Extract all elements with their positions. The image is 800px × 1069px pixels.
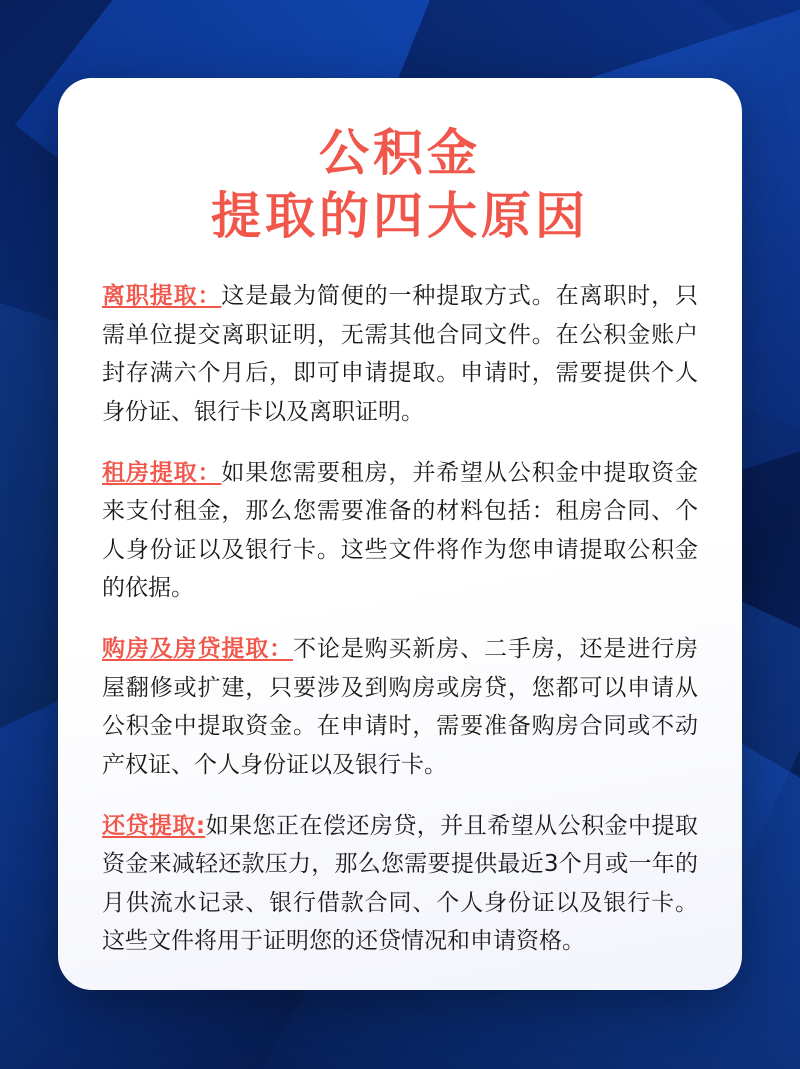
section-body: 不论是购买新房、二手房，还是进行房屋翻修或扩建，只要涉及到购房或房贷，您都可以申请从公积金中提取资金。在申请时，需要准备购房合同或不动产权证、个人身份证以及银行卡。	[102, 636, 698, 778]
section-resignation	[102, 277, 698, 432]
poster-title	[102, 122, 698, 247]
section-paragraph	[102, 630, 698, 785]
section-body: 如果您正在偿还房贷，并且希望从公积金中提取资金来减轻还款压力，那么您需要提供最近3个月或一年的月供流水记录、银行借款合同、个人身份证以及银行卡。这些文件将用于证明您的还贷情况和申请资格。	[102, 812, 699, 955]
section-label: 还贷提取:	[102, 812, 206, 839]
section-body: 如果您需要租房，并希望从公积金中提取资金来支付租金，那么您需要准备的材料包括：租房合同、个人身份证以及银行卡。这些文件将作为您申请提取公积金的依据。	[102, 459, 698, 602]
section-paragraph	[102, 454, 698, 609]
section-home-purchase	[102, 630, 698, 785]
section-body: 这是最为简便的一种提取方式。在离职时，只需单位提交离职证明，无需其他合同文件。在公积金账户封存满六个月后，即可申请提取。申请时，需要提供个人身份证、银行卡以及离职证明。	[102, 283, 698, 425]
section-paragraph	[102, 277, 698, 432]
title-line-2: 提取的四大原因	[211, 186, 589, 245]
title-line-1: 公积金	[319, 124, 481, 182]
content-card	[58, 78, 742, 990]
section-paragraph	[102, 807, 698, 962]
section-rental	[102, 454, 698, 609]
section-label: 租房提取：	[102, 459, 222, 486]
section-label: 购房及房贷提取：	[102, 636, 293, 662]
section-label: 离职提取：	[102, 283, 222, 309]
section-loan-repayment	[102, 807, 698, 962]
